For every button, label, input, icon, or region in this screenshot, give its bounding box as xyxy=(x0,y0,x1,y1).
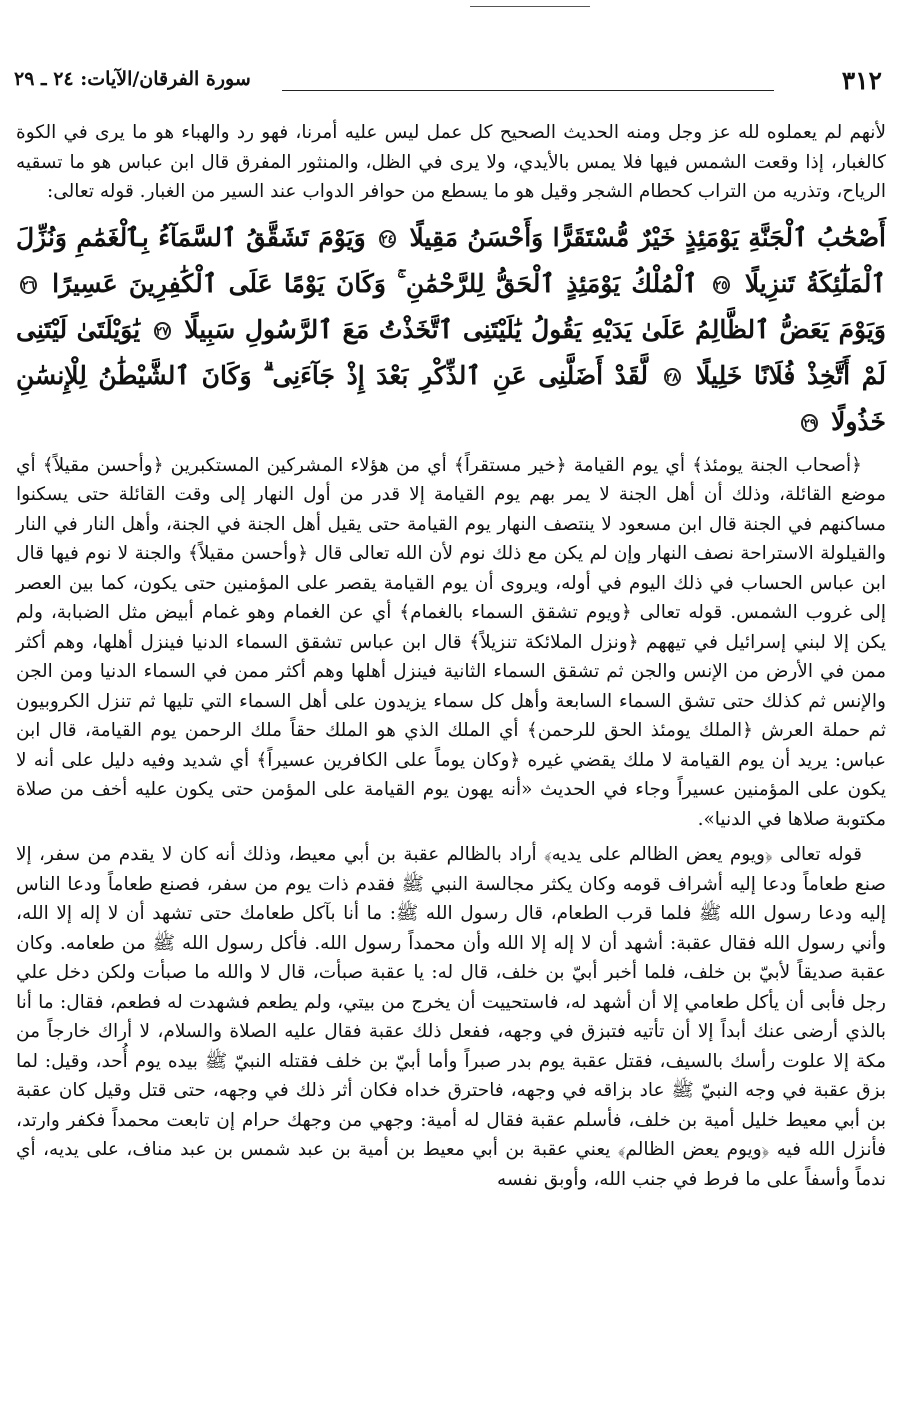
verse-27: وَيَوْمَ يَعَضُّ ٱلظَّالِمُ عَلَىٰ يَدَيْهِ يَقُولُ يَٰلَيْتَنِى ٱتَّخَذْتُ مَعَ ٱلرَّسُولِ سَبِيلًا xyxy=(184,314,887,344)
surah-title: سورة الفرقان/الآيات: ٢٤ ـ ٢٩ xyxy=(14,68,251,90)
verse-marker-24: ٢٤ xyxy=(381,232,395,246)
page-number: ٣١٢ xyxy=(841,66,882,95)
intro-paragraph: لأنهم لم يعملوه لله عز وجل ومنه الحديث الصحيح كل عمل ليس عليه أمرنا، فهو رد والهباء هو ما يرى في الكوة كالغبار، إذا وقعت الشمس فيها فلا يمس بالأيدي، ولا يرى في الظل، والمنثور المفرق قال ابن عباس هو ما تسقيه الرياح، وتذريه من التراب كحطام الشجر وقيل هو ما يسطع من حوافر الدواب عند السير من الغبار. قوله تعالى: xyxy=(16,122,886,202)
page-body xyxy=(16,118,886,1194)
verse-24: أَصْحَٰبُ ٱلْجَنَّةِ يَوْمَئِذٍ خَيْرٌ مُّسْتَقَرًّا وَأَحْسَنُ مَقِيلًا xyxy=(409,222,886,252)
verse-marker-29: ٢٩ xyxy=(803,416,817,430)
verse-marker-27: ٢٧ xyxy=(155,324,169,338)
verse-26: ٱلْمُلْكُ يَوْمَئِذٍ ٱلْحَقُّ لِلرَّحْمَٰنِ ۚ وَكَانَ يَوْمًا عَلَى ٱلْكَٰفِرِينَ عَسِيرًا xyxy=(52,268,698,298)
verse-25: وَيَوْمَ تَشَقَّقُ ٱلسَّمَآءُ بِٱلْغَمَٰمِ وَنُزِّلَ ٱلْمَلَٰٓئِكَةُ تَنزِيلًا xyxy=(16,222,886,298)
verse-marker-26: ٢٦ xyxy=(22,278,35,292)
top-scan-rule xyxy=(470,6,590,7)
quran-verses xyxy=(16,215,886,445)
verse-29: لَّقَدْ أَضَلَّنِى عَنِ ٱلذِّكْرِ بَعْدَ إِذْ جَآءَنِى ۗ وَكَانَ ٱلشَّيْطَٰنُ لِلْإِنسَٰنِ خَذُولًا xyxy=(16,360,886,436)
header-rule xyxy=(282,90,774,91)
commentary-paragraph-2: قوله تعالى ﴿ويوم يعض الظالم على يديه﴾ أراد بالظالم عقبة بن أبي معيط، وذلك أنه كان لا يقدم من سفر، إلا صنع طعاماً ودعا إليه أشراف قومه وكان يكثر مجالسة النبي ﷺ فقدم ذات يوم من سفر، فصنع طعاماً ودعا الناس إليه ودعا رسول الله ﷺ فلما قرب الطعام، قال رسول الله ﷺ: ما أنا بآكل طعامك حتى تشهد أن لا إله إلا الله، وأني رسول الله فقال عقبة: أشهد أن لا إله إلا الله وأن محمداً رسول الله. فأكل رسول الله ﷺ من طعامه. وكان عقبة صديقاً لأبيّ بن خلف، فلما أخبر أبيّ بن خلف، قال له: يا عقبة صبأت، قال لا والله ما صبأت ولكن دخل علي رجل فأبى أن يأكل طعامي إلا أن أشهد له، فاستحييت أن يخرج من بيتي، ولم يطعم فشهدت له فطعم، فقال: ما أنا بالذي أرضى عنك أبداً إلا أن تأتيه فتبزق في وجهه، ففعل ذلك عقبة فقال عليه الصلاة والسلام، لا أراك خارجاً من مكة إلا علوت رأسك بالسيف، فقتل عقبة يوم بدر صبراً وأما أبيّ بن خلف فقتله النبيّ ﷺ بيده يوم أُحد، وقيل: لما بزق عقبة في وجه النبيّ ﷺ عاد بزاقه في وجهه، فاحترق خداه فكان أثر ذلك في وجهه، حتى قتل وقيل كان عقبة بن أبي معيط خليل أمية بن خلف، فأسلم عقبة فقال له أمية: وجهي من وجهك حرام إن تابعت محمداً فكفر وارتد، فأنزل الله فيه ﴿ويوم يعض الظالم﴾ يعني عقبة بن أبي معيط بن أمية بن عبد شمس بن عبد مناف، على يديه، أي ندماً وأسفاً على ما فرط في جنب الله، وأوبق نفسه xyxy=(16,844,886,1190)
verse-marker-28: ٢٨ xyxy=(665,370,679,384)
page-header xyxy=(14,66,882,102)
verse-28: يَٰوَيْلَتَىٰ لَيْتَنِى لَمْ أَتَّخِذْ فُلَانًا خَلِيلًا xyxy=(16,314,886,390)
verse-marker-25: ٢٥ xyxy=(714,278,728,292)
commentary-paragraph-1: ﴿أصحاب الجنة يومئذ﴾ أي يوم القيامة ﴿خير مستقراً﴾ أي من هؤلاء المشركين المستكبرين ﴿وأحسن مقيلاً﴾ أي موضع القائلة، وذلك أن أهل الجنة لا يمر بهم يوم القيامة إلا قدر من أول النهار إلى وقت القائلة حتى يسكنوا مساكنهم في الجنة قال ابن مسعود لا ينتصف النهار يوم القيامة حتى يقيل أهل الجنة في الجنة، وأهل النار في النار والقيلولة الاستراحة نصف النهار وإن لم يكن مع ذلك نوم لأن الله تعالى قال ﴿وأحسن مقيلاً﴾ والجنة لا نوم فيها قال ابن عباس الحساب في ذلك اليوم في أوله، ويروى أن يوم القيامة يقصر على المؤمنين حتى يكون، كما بين العصر إلى غروب الشمس. قوله تعالى ﴿ويوم تشقق السماء بالغمام﴾ أي عن الغمام وهو غمام أبيض مثل الضبابة، ولم يكن إلا لبني إسرائيل في تيههم ﴿ونزل الملائكة تنزيلاً﴾ قال ابن عباس تشقق السماء الدنيا فينزل أهلها، وهم أكثر ممن في الأرض من الإنس والجن ثم تشقق السماء الثانية فينزل أهلها وهم أكثر ممن في السماء الدنيا ومن الجن والإنس ثم كذلك حتى تشق السماء السابعة وأهل كل سماء يزيدون على أهل السماء التي تليها ثم تنزل الكروبيون ثم حملة العرش ﴿الملك يومئذ الحق للرحمن﴾ أي الملك الذي هو الملك حقاً ملك الرحمن يوم القيامة، قال ابن عباس: يريد أن يوم القيامة لا ملك يقضي غيره ﴿وكان يوماً على الكافرين عسيراً﴾ أي شديد وفيه دليل على أنه لا يكون على المؤمنين عسيراً وجاء في الحديث «أنه يهون يوم القيامة على المؤمن حتى يكون عليه أخف من صلاة مكتوبة صلاها في الدنيا». xyxy=(16,454,886,830)
